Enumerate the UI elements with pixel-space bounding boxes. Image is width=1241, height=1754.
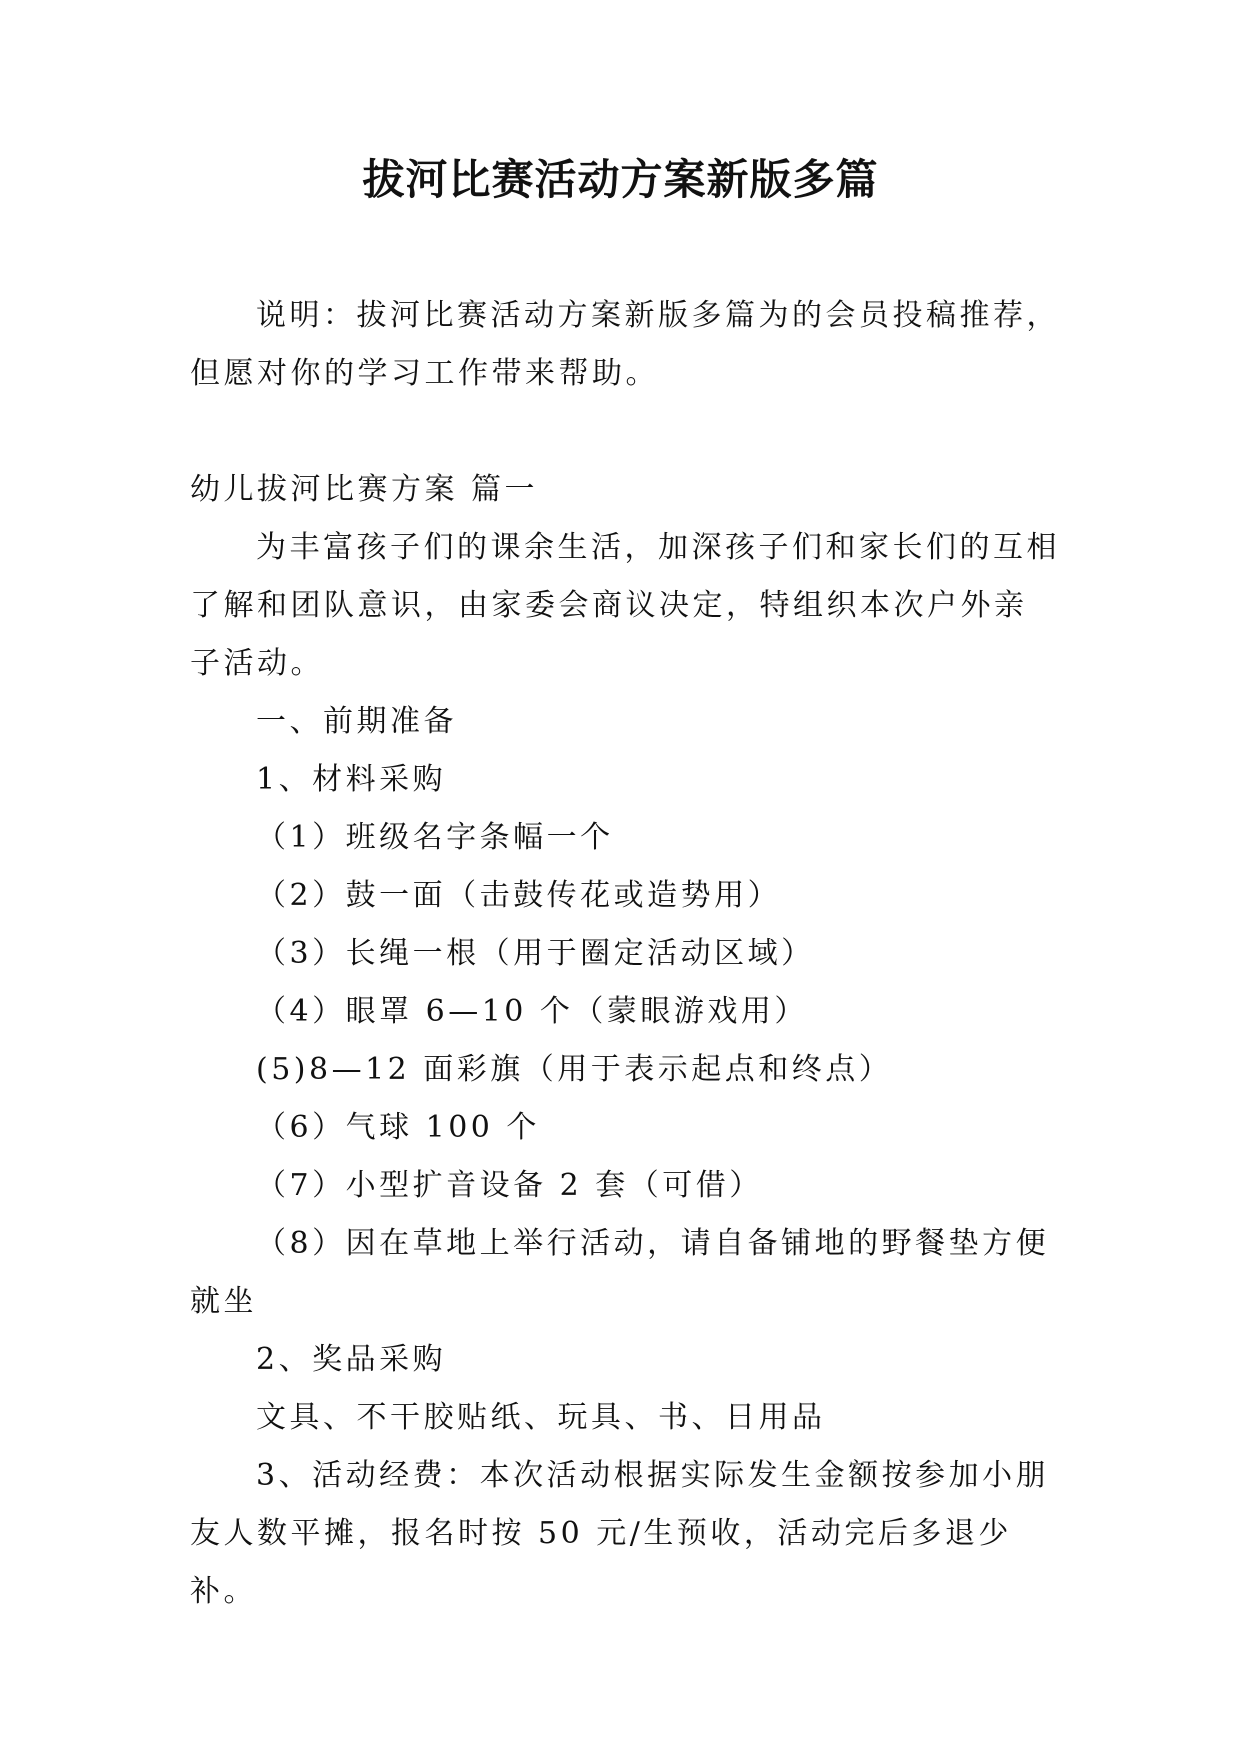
material-item: （3）长绳一根（用于圈定活动区域）: [256, 936, 815, 971]
material-item: （6）气球 100 个: [256, 1110, 540, 1145]
section-heading: 幼儿拔河比赛方案 篇一: [190, 472, 539, 507]
item1-heading: 1、材料采购: [256, 762, 447, 797]
material-item: (5)8—12 面彩旗（用于表示起点和终点）: [256, 1052, 893, 1087]
part1-heading: 一、前期准备: [256, 704, 457, 739]
prizes-line: 文具、不干胶贴纸、玩具、书、日用品: [256, 1400, 826, 1435]
item2-heading: 2、奖品采购: [256, 1342, 447, 1377]
material-item: （7）小型扩音设备 2 套（可借）: [256, 1168, 763, 1203]
material-item: （2）鼓一面（击鼓传花或造势用）: [256, 878, 782, 913]
intro-paragraph: 说明：拔河比赛活动方案新版多篇为的会员投稿推荐，但愿对你的学习工作带来帮助。: [190, 298, 1060, 391]
material-item: （1）班级名字条幅一个: [256, 820, 614, 855]
material-item: （8）因在草地上举行活动，请自备铺地的野餐垫方便就坐: [190, 1226, 1050, 1319]
material-item: （4）眼罩 6—10 个（蒙眼游戏用）: [256, 994, 808, 1029]
paragraph-1: 为丰富孩子们的课余生活，加深孩子们和家长们的互相了解和团队意识，由家委会商议决定，特组织本次户外亲子活动。: [190, 530, 1060, 681]
document-title: 拔河比赛活动方案新版多篇: [362, 155, 879, 204]
document-body: [190, 287, 1060, 1621]
item3-paragraph: 3、活动经费：本次活动根据实际发生金额按参加小朋友人数平摊，报名时按 50 元/生预收，活动完后多退少补。: [190, 1458, 1050, 1609]
